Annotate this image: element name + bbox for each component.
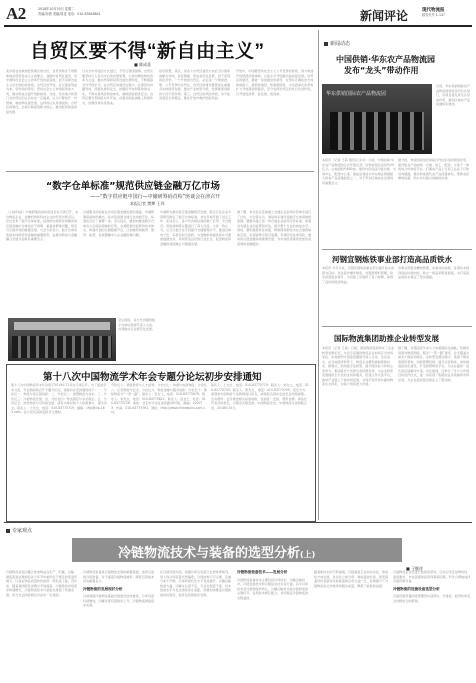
bottom-col-6: 冷链物流企业在进行装备选型时，应综合考虑货物特性、温度要求、作业流程和投资预算等因素，科学合理地选择冷链设施设备。 冷链物流的设施设备选型分析 冷链设施设备的选型要坚持适用性、先进性、经济性和安全性相结合的原则。 — [393, 570, 471, 603]
bottom-sub1: 冷链物流的发展现状分析 — [83, 586, 123, 591]
square-icon — [6, 529, 10, 533]
story2-col-2: 仓储服务的标准化是供应链金融发展的基础，中储研筹码首检的推出，标志着我国仓储行业向数字化、标准化迈出了重要一步。会议指出，要加快推进数字仓单在大宗商品领域的应用，完善配套的监管和技术体系，构建可信的仓储数据平台，让金融机构敢贷、愿贷、能贷，有效缓解中小企业融资难问题。 — [83, 210, 155, 237]
meeting-photo — [8, 318, 116, 361]
bottom-col-4: 冷链物流装备技术——发展分析 冷链物流装备技术主要包括冷库技术、冷藏运输技术、冷链包装技术和冷链信息技术等方面，其中冷库技术是冷链物流的核心，冷藏运输技术是冷链物流的关键环节，各项技术相互配合，共同保证冷链物流的全程温控。 — [237, 570, 311, 678]
story2-col-2b: 会议现场，各方代表围绕数字仓单标准展开深入交流，共同推动行业规范化发展。 — [118, 318, 156, 331]
right-story1-title-1: 中国供销·华东农产品物流园 — [336, 55, 436, 64]
rule-2 — [322, 249, 472, 250]
notice-col-2: 分论坛六：物流教育与人才培养；分论坛七：快递与电商物流；分论坛八：应急物流与安全；分论坛九：物流金融与服务创新；分论坛十：国际物流与“一带一路”；联系人：张女士，电话：010-83775678；联系人：李先生，电话：010-83775821；联系人：赵女士，电话：010-83775726；地址：北京市丰台区丽泽路16号院，邮编：100073，传真：010-83775761，网址：http://www.chinawuliu.com.cn/。 — [111, 383, 207, 414]
right-story2-body-1: 本报讯 今年以来，河钢宣钢炼铁事业部以提升铁水质量为目标，优化高炉操作制度，加强原燃料管理，铁水质量稳步提升，为后续工序提供了有力保障，取得了良好的经济效益。 — [322, 266, 395, 284]
right-story2-body-2: 该事业部强化精细管理，实施对标挖潜，各项技术经济指标持续向好，铁水一级品率明显提高，为打造高品质铁水奠定了坚实基础。 — [398, 266, 470, 279]
bottom-byline-author: 王继祥 — [411, 566, 424, 571]
header-rule — [4, 25, 472, 27]
notice-col-1: 第十八次中国物流学术年会将于2019年11月在天津召开，为了促进学术交流，年会期间将召开专题分论坛，现将初步安排通知如下：一、分论坛一：物流与供应链创新；二、分论坛二：智慧物流与技术；三、分论坛三：冷链物流发展；四、分论坛四：物流园区与多式联运；五、分论坛五：绿色物流与可持续发展；请有关单位和个人积极参与，提交论文，联系人：王先生，电话：010-83775719，邮箱：cflp@vip.163.com。各分论坛具体安排另行通知。 — [11, 383, 107, 414]
bottom-sub2: 冷链物流装备技术——发展分析 — [237, 570, 288, 574]
story2-byline: 本报记者 樊攀 王玮 — [130, 201, 165, 206]
bottom-sub3: 冷链物流的设施设备选型分析 — [393, 586, 440, 591]
page-editors: 责编/孙燕 美编/周雯 电话：010-83648841 — [38, 12, 101, 16]
right-story3-title: 国际物流集团助推企业转型发展 — [334, 334, 439, 343]
rule-1 — [6, 171, 314, 172]
right-divider — [318, 30, 319, 520]
article-body-col-2: 以完全市场化的方式进行，不符合我国国情。自贸区要坚持以人民为中心的发展思想，以供给侧结构性改革为主线，推动贸易和投资自由化便利化，不断提高对外开放水平。在自贸区的建设过程中，必须坚持问题导向，统筹发展和安全，把握好开放和管控的关系，不断完善风险防控体系，确保国家经济安全。自贸区要引领国家对外开放，在服务国家战略上积极作为，加强改革系统集成。 — [82, 69, 154, 105]
bottom-col-1: 冷链物流是指冷藏冷冻类物品在生产、贮藏、运输、销售直到消费前的各个环节中始终处于规定的低温环境下，以保证物品质量和性能的一项系统工程。近年来，随着我国居民消费水平的提高，冷链物流市场需求快速增长，冷链物流技术与装备也得到了快速发展，但与发达国家相比仍存在一定差距。 — [6, 570, 78, 597]
section-name: 新闻评论 — [360, 9, 409, 23]
story2-col-1: （上接A1版）中储研筹码首检座谈会在天津召开，来自物流企业、金融机构和科技企业的代表出席会议。会议发布了数字仓单标准，标准的实施将有效解决供应链金融中仓单信息不透明、重复质押等问题，规范万亿级市场的健康发展。与会专家表示，数字仓单是连接实体经济和金融的重要纽带，在推动物流与金融融合发展方面具有重要意义。 — [6, 210, 79, 241]
bottom-col-3: 在冷链设施方面，我国冷库总容量已位居世界前列，但人均冷库容量仍然偏低，冷库结构不尽合理，区域分布不平衡，冷库的现代化水平有待提升。冷藏运输装备方面，冷藏车总量不足，专业化程度不高，技术装备水平与发达国家存在差距，需要加快推进冷链装备的标准化、信息化和智能化发展。 — [160, 570, 232, 597]
bottom-headline-suffix: (上) — [300, 550, 316, 559]
right-story1-title-2: 发布“龙头”带动作用 — [344, 66, 419, 75]
page-header — [4, 4, 472, 26]
page-code: A2 — [6, 4, 26, 23]
byline: ■ 陈成喜 — [134, 62, 152, 67]
rule-3 — [322, 326, 472, 327]
news-tag — [324, 40, 350, 47]
right-story3-body-2: 据了解，该集团近年来大力实施国际化战略，积极布局海外物流网络，服务“一带一路”建设，业务覆盖全球多个国家和地区。在转型发展过程中，集团不断完善组织架构，创新管理机制，提升运营效率，加快推进信息化建设，打造智慧物流平台，为企业提供一站式供应链解决方案。论坛期间，还举行了多个合作项目的签约仪式，进一步拓展了集团的业务领域和市场空间，为企业高质量发展注入了新动能。 — [398, 346, 470, 382]
bottom-rule — [4, 522, 472, 523]
notice-title: 第十八次中国物流学术年会专题分论坛初步安排通知 — [43, 372, 262, 383]
article-body-col-4: 开放中，中国要坚持社会主义公平竞争的原则，努力构建开放型经济新体制，以高水平开放推动高质量发展。自贸区的建设，要进一步加强党的领导，在坚持正确政治方向的前提下，探索新途径、积累新经验，为全面深化改革和扩大开放探索新路径，充分发挥自贸区的先行先试作用，以开放促改革、促发展、促创新。 — [236, 69, 314, 96]
notice-box — [6, 364, 316, 522]
photo-people — [12, 336, 112, 358]
banner-text: 华东供销国际农产品物流园 — [326, 91, 387, 97]
bottom-headline-text: 冷链物流技术与装备的选型分析 — [118, 546, 301, 561]
article-body-col-3: 指导思想，其次，是各个自贸区建设方向应当以国家战略为导向，各有侧重，形成差异化发展，而不是同质化竞争。一个开放的自贸区，必定是一个规则透明、公平竞争的自贸区，自贸区的建设要更加注重服务实体经济发展，推动产业转型升级，发挥制度创新的示范引领作用。第三，自贸区的风险防控，决不能忽视安全和稳定，要在开放中维护国家利益。 — [159, 69, 231, 100]
photo-banner — [14, 322, 110, 330]
photo-people — [330, 112, 424, 150]
brand-sub: 邮发代号 1-147 — [422, 13, 446, 17]
bottom-col-2: 冷链物流装备是冷链物流发展的重要基础，选择合适的冷链装备，对于提高冷链物流效率、降低运营成本具有重要意义。 冷链物流的发展现状分析 目前我国冷链物流基础设施建设加快推进，冷库容量持续增加，冷藏车保有量稳步上升，冷链物流网络逐步完善。 — [83, 570, 157, 678]
right-story2-title: 河钢宣钢炼铁事业部打造高品质铁水 — [332, 255, 452, 264]
bottom-tag-label: 专家观点 — [12, 528, 33, 534]
page-info: 2018年10月30日 星期二 — [38, 7, 75, 11]
story2-title: “数字仓单标准”规范供应链金融万亿市场 — [46, 181, 220, 192]
signing-photo — [322, 84, 432, 154]
right-side-col: 日前，华东供销国际农产品物流园项目签约仪式举行，该项目将发挥龙头带动作用，推动区域农产品流通体系建设。 — [436, 84, 471, 106]
bottom-tag — [6, 527, 32, 534]
square-icon — [324, 42, 328, 46]
news-tag-label: 新闻动态 — [330, 41, 351, 47]
right-story1-body-1: 本报讯（记者 王海 通讯员 张华）日前，中国供销·华东农产品物流园正式开园运营，该物流园总投资约20亿元，占地面积约800亩，建设内容包括冷链仓储、交易中心、配送中心等，建成后将成为华东地区规模最大的农产品流通枢纽之一，对于带动区域农业发展具有重要意义。 — [322, 158, 396, 185]
story2-col-4: 据了解，本次会议还就建立仓储企业信用评价体系进行了讨论，与会者认为，诚信体系建设是数字仓单落地的保障，要推动建立统一的仓储企业信用评价标准，加强对仓储企业的监管和评估，提升整个行业的诚信水平。同时，要积极探索区块链、物联网等新技术在仓储领域的应用，实现货物全程可追溯，有效防范各类风险，推动供应链金融持续健康发展，为实体经济提供更加优质高效的金融服务。 — [237, 210, 312, 246]
story2-subtitle: ——“数字供应链中国行—中储研筹码首检”座谈会在津召开 — [90, 194, 221, 200]
brand-small: 现代物流报 — [422, 8, 445, 13]
byline-author: 陈成喜 — [139, 62, 152, 67]
story2-col-3: 中储研为推动供应链金融规范发展，联合行业企业共同研究制定了数字仓单标准，并在多地开展了试点工作。座谈会上，各方代表就标准的推广应用、平台建设、风险控制等议题进行了深入交流。大家一致认为，应当以数字化手段提升仓储管理水平，推进仓单电子化、标准化和可流转，为金融机构提供真实可靠的数据支持，共同营造良好的行业生态，促进物流和金融的深度融合与健康发展。 — [160, 210, 232, 246]
bottom-byline: ■ 王继祥 — [406, 566, 424, 571]
notice-col-3: 联系人：王先生，电话：010-83775719；联系人：刘女士，电话：010-83775733；联系人：陈先生，电话：010-83775790；报名方式：请登录中国物流与采购网进行报名，或将报名回执发送至会务组邮箱。会务费用：会务费按相关标准收取，住宿统一安排，费用自理。请各位代表及时报名，以便会务组安排。中国物流学会，中国物流与采购联合会，2018年10月。 — [211, 383, 309, 410]
bottom-col-5: 随着新技术的不断涌现，冷链装备正在向自动化、智能化方向发展，自动化立体冷库、智能温控系统、新型保温材料等新技术新装备的应用日益广泛，有效提升了冷链物流的运作效率和服务质量，降低了能耗和货损。 — [314, 570, 389, 588]
bottom-headline — [118, 542, 315, 561]
headline: 自贸区要不得“新自由主义” — [30, 41, 265, 62]
right-story1-body-2: 据介绍，物流园将依托供销合作社系统的网络优势，建设集农产品收购、仓储、加工、配送、交易于一体的综合性物流平台，打通农产品上行和工业品下行的双向通道，推动形成现代农产品流通体系，帮助农民增收致富，助力乡村振兴战略的实施。 — [398, 158, 470, 180]
right-story3-body-1: 本报讯（记者 王成）日前，国际物流集团举办了企业转型发展论坛，与会专家围绕物流企业如何应对市场变化、实现转型升级等话题展开深入讨论。论坛指出，在当前经济形势下，物流企业要积极拥抱新技术、新模式，加快数字化转型，提升服务能力和核心竞争力。集团将充分发挥自身资源优势，为企业转型发展提供全方位的支持和服务，搭建合作交流平台，推动产业链上下游协同发展，共同打造开放共赢的物流生态体系，为客户创造更大价值。 — [322, 346, 395, 386]
article-body-col-1: 某乡级农村城市经营模式的讨论，自贸试验区不得简单地沿用新自由主义的理念，我国的自贸区建设，是中国特色社会主义改革开放的新高地，而不是新自由主义在中国的试验场。自贸区的开放，应以国家利益为本，坚持党的领导，坚持社会主义市场经济的方向，推动形成全面开放新格局。当前，有些地方和部门对自贸区的认识存在一定偏差，认为只要放开一切管制，就能够实现发展，这样的认识是错误的。自贸区的建设，必须以制度创新为核心，推动经济的高质量发展。 — [6, 69, 78, 114]
